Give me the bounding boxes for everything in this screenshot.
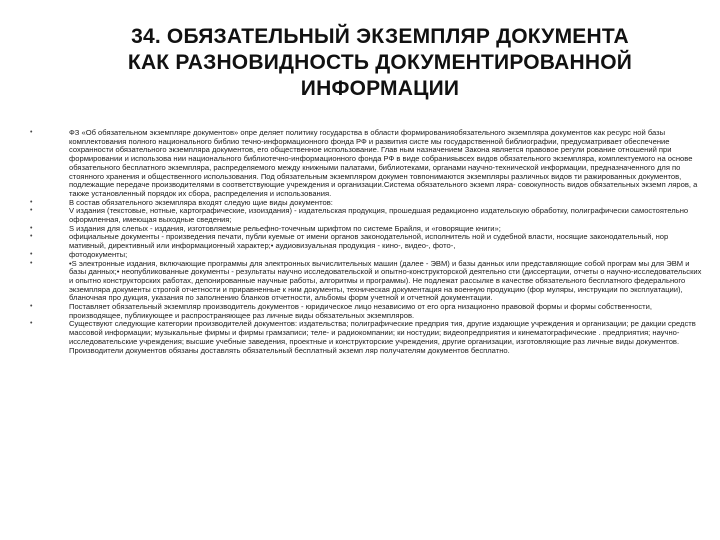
bullet-text: официальные документы - произведения печати, публи куемые от имени органов законодательной, исполнитель ной и судебной власти, носящие законодательный, нор мативный, директивный или информационный характер;• аудиовизуальная продукция - кино-, видео-, фото-, (69, 232, 669, 251)
bullet-item (30, 319, 705, 355)
bullet-marker: • (30, 207, 33, 215)
bullet-list (30, 128, 705, 355)
title-line: ИНФОРМАЦИИ (300, 77, 460, 100)
bullet-item (30, 232, 705, 251)
bullet-marker: • (30, 320, 33, 328)
bullet-marker: • (30, 129, 33, 136)
bullet-marker: • (30, 233, 33, 241)
bullet-marker: • (30, 250, 33, 258)
bullet-text: V издания (текстовые, нотные, картографические, изоиздания) - издательская продукция, прошедшая редакционно издательскую обработку, полиграфически самостоятельно оформленная, имеющая выходные сведения; (69, 206, 689, 225)
title-line: 34. ОБЯЗАТЕЛЬНЫЙ ЭКЗЕМПЛЯР ДОКУМЕНТА (131, 25, 629, 48)
bullet-text: •S электронные издания, включающие программы для электронных вычислительных машин (далее - ЭВМ) и базы данных или представляющие собой програм мы для ЭВМ и базы данных;• неопубликованные документы - результаты научно исследовательской и опытно-конструкторской деятельно сти (диссертации, отчеты о научно-исследовательских и опытно конструкторских работах, депонированные научные работы, алгоритмы и программы). Не подлежат рассылке в качестве обязательного бесплатного федерального экземпляра документы строгой отчетности и приравненные к ним документы, техническая документация на военную продукцию (фор муляры, инструкции по эксплуатации), бланочная про дукция, указания по заполнению бланков отчетности, альбомы форм учетной и отчетной документации. (69, 258, 702, 303)
bullet-text: Существуют следующие категории производителей документов: издательства; полиграфические предприя тия, другие издающие учреждения и организации; ре дакции средств массовой информации; музыкальные фирмы и фирмы грамзаписи; теле- и радиокомпании; ки ностудии; видеопредприятия и кинематографические . предприятия; научно-исследовательские учреждения; высшие учебные заведения, проектные и конструкторские учреждения, другие организации, изготовляющие раз личные виды документов. Производители документов обязаны доставлять обязательный бесплатный экземп ляр получателям документов бесплатно. (69, 319, 696, 355)
bullet-item (30, 206, 705, 225)
bullet-item (30, 258, 705, 304)
bullet-marker: • (30, 224, 33, 232)
bullet-text: В состав обязательного экземпляра входят следую щие виды документов: (69, 197, 333, 207)
bullet-marker: • (30, 198, 33, 206)
title-line: КАК РАЗНОВИДНОСТЬ ДОКУМЕНТИРОВАННОЙ (127, 51, 633, 74)
bullet-text: S издания для слепых - издания, изготовляемые рельефно-точечным шрифтом по системе Брайля, и «говорящие книги»; (69, 223, 501, 233)
bullet-text: фотодокументы; (69, 249, 128, 259)
bullet-marker: • (30, 303, 33, 311)
bullet-text: Поставляет обязательный экземпляр производитель документов - юридическое лицо независимо от его орга низационно правовой формы и формы собственности, производящее, публикующее и распространяющее раз личные виды обязательных экземпляров. (69, 302, 652, 320)
bullet-item (30, 128, 705, 199)
bullet-text: ФЗ «Об обязательном экземпляре документов» опре деляет политику государства в области формированияобязательного экземпляра документов как ресурс ной базы комплектования полного национального библио течно-информационного фонда РФ и развития систе мы государственной библиографии, предусматривает обеспечение сохранности обязательного экземпляра документов, его общественное использование. Глав ным назначением Закона является правовое регули рование отношений при формировании и использова нии национального библиотечно-информационного фонда РФ в виде собранияьвсех видов обязательного экземпляра, комплектуемого на основе обязательного бесплатного экземпляра, распределяемого между книжными палатами, библиотеками, органами научно-технической информации, предназначенного для по стоянного хранения и общественного использования. Под обязательным экземпляром докумен товпонимаются экземпляры различных видов ти ражированных документов, подлежащие передаче производителями в соответствующие учреждения и организации.Система обязательного экземп ляра- совокупность видов обязательных экземп ляров, а также установленный порядок их сбора, распределения и использования. (69, 128, 698, 198)
bullet-item (30, 302, 705, 320)
slide-title (40, 24, 720, 102)
bullet-marker: • (30, 259, 33, 267)
